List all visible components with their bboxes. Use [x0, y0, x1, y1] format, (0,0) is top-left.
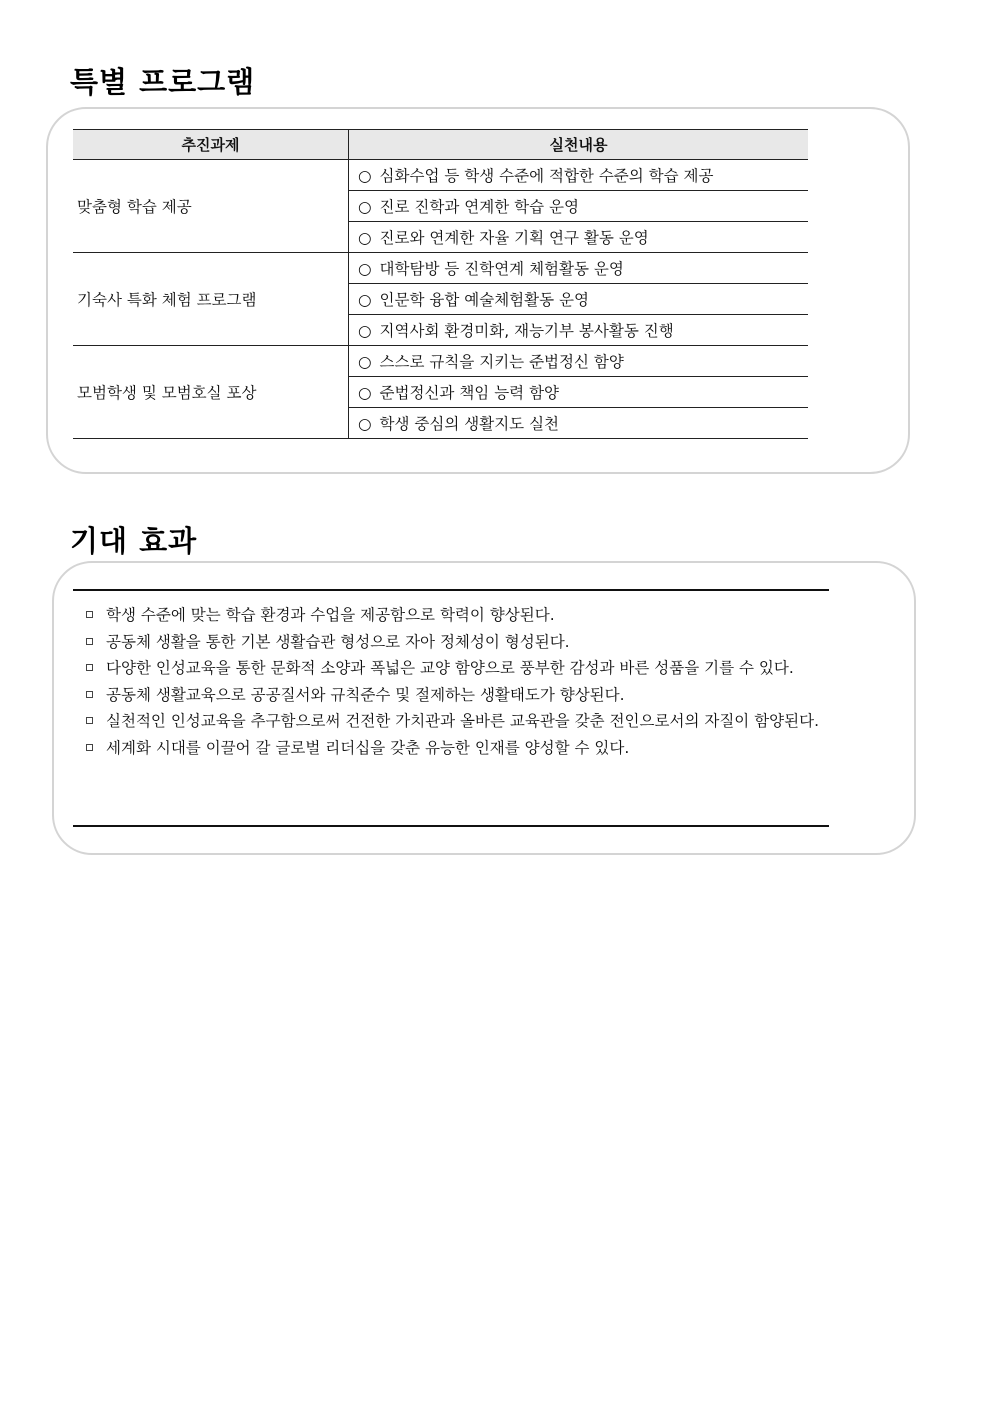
list-item [84, 629, 829, 656]
detail-cell [349, 315, 809, 346]
circle-bullet-icon: ○ [358, 167, 372, 185]
detail-text: 진로 진학과 연계한 학습 운영 [379, 198, 579, 216]
circle-bullet-icon: ○ [358, 353, 372, 371]
detail-text: 인문학 융합 예술체험활동 운영 [379, 291, 589, 309]
detail-text: 준법정신과 책임 능력 함양 [379, 384, 560, 402]
detail-text: 학생 중심의 생활지도 실천 [379, 415, 560, 433]
header-task: 추진과제 [73, 130, 349, 160]
effects-bottom-rule [73, 825, 829, 827]
effects-list [84, 602, 829, 761]
circle-bullet-icon: ○ [358, 384, 372, 402]
list-item [84, 708, 829, 735]
program-table [73, 129, 808, 439]
table-header-row [73, 130, 808, 160]
circle-bullet-icon: ○ [358, 291, 372, 309]
circle-bullet-icon: ○ [358, 322, 372, 340]
detail-cell [349, 160, 809, 191]
task-cell: 모범학생 및 모범호실 포상 [73, 346, 349, 439]
effect-text: 다양한 인성교육을 통한 문화적 소양과 폭넓은 교양 함양으로 풍부한 감성과 바른 성품을 기를 수 있다. [106, 659, 794, 677]
detail-text: 심화수업 등 학생 수준에 적합한 수준의 학습 제공 [379, 167, 714, 185]
square-bullet-icon [86, 638, 93, 645]
header-details: 실천내용 [349, 130, 809, 160]
detail-cell [349, 377, 809, 408]
detail-cell [349, 284, 809, 315]
list-item [84, 655, 829, 682]
table-row [73, 253, 808, 284]
detail-text: 스스로 규칙을 지키는 준법정신 함양 [379, 353, 624, 371]
list-item [84, 602, 829, 629]
task-cell: 맞춤형 학습 제공 [73, 160, 349, 253]
effect-text: 공동체 생활을 통한 기본 생활습관 형성으로 자아 정체성이 형성된다. [106, 632, 570, 651]
effect-text: 세계화 시대를 이끌어 갈 글로벌 리더십을 갖춘 유능한 인재를 양성할 수 있다. [106, 738, 630, 757]
effects-section-title: 기대 효과 [70, 524, 198, 558]
detail-cell [349, 222, 809, 253]
square-bullet-icon [86, 664, 93, 671]
detail-cell [349, 408, 809, 439]
effect-text: 공동체 생활교육으로 공공질서와 규칙준수 및 절제하는 생활태도가 향상된다. [106, 685, 625, 704]
square-bullet-icon [86, 717, 93, 724]
effect-text: 학생 수준에 맞는 학습 환경과 수업을 제공함으로 학력이 향상된다. [106, 606, 555, 624]
detail-text: 진로와 연계한 자율 기획 연구 활동 운영 [379, 229, 649, 247]
detail-cell [349, 191, 809, 222]
table-row [73, 346, 808, 377]
detail-cell [349, 253, 809, 284]
detail-text: 지역사회 환경미화, 재능기부 봉사활동 진행 [379, 322, 674, 340]
circle-bullet-icon: ○ [358, 229, 372, 247]
list-item [84, 735, 829, 762]
detail-text: 대학탐방 등 진학연계 체험활동 운영 [379, 260, 624, 278]
effects-top-rule [73, 589, 829, 591]
circle-bullet-icon: ○ [358, 198, 372, 216]
effect-text: 실천적인 인성교육을 추구함으로써 건전한 가치관과 올바른 교육관을 갖춘 전인으로서의 자질이 함양된다. [106, 712, 820, 730]
detail-cell [349, 346, 809, 377]
square-bullet-icon [86, 611, 93, 618]
task-cell: 기숙사 특화 체험 프로그램 [73, 253, 349, 346]
program-section-title: 특별 프로그램 [70, 65, 256, 99]
square-bullet-icon [86, 744, 93, 751]
circle-bullet-icon: ○ [358, 260, 372, 278]
table-row [73, 160, 808, 191]
square-bullet-icon [86, 691, 93, 698]
circle-bullet-icon: ○ [358, 415, 372, 433]
list-item [84, 682, 829, 709]
